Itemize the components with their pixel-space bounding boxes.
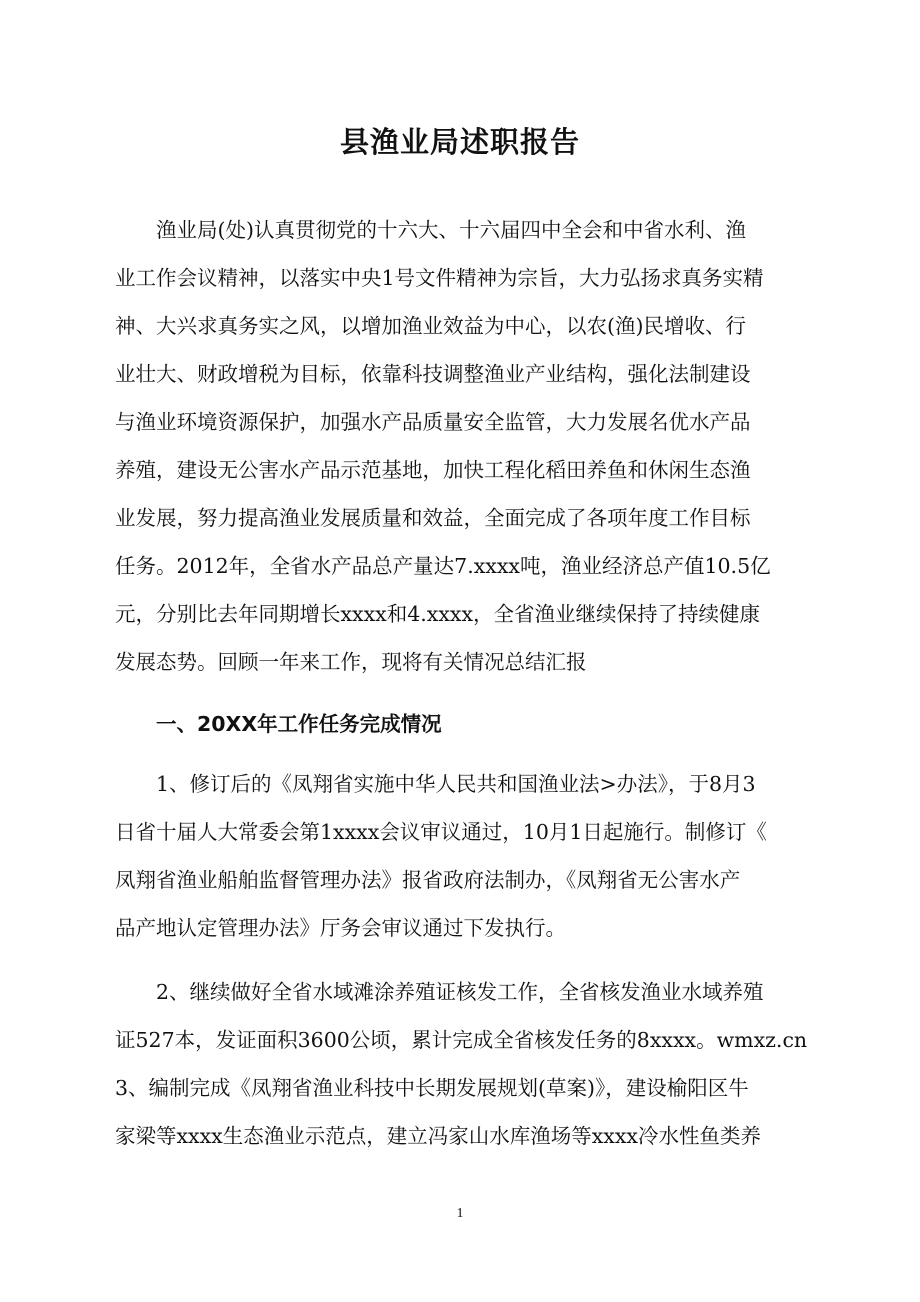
paragraph-line: 3、编制完成《凤翔省渔业科技中长期发展规划(草案)》，建设榆阳区牛 [115, 1076, 749, 1100]
item-2-paragraph [115, 968, 808, 1160]
paragraph-line: 任务。2012年，全省水产品总产量达7.xxxx吨，渔业经济总产值10.5亿 [115, 554, 771, 578]
document-title: 县渔业局述职报告 [339, 125, 580, 159]
paragraph-line: 2、继续做好全省水域滩涂养殖证核发工作，全省核发渔业水域养殖 [156, 980, 764, 1004]
paragraph-line: 凤翔省渔业船舶监督管理办法》报省政府法制办，《凤翔省无公害水产 [115, 868, 741, 892]
paragraph-line: 元，分别比去年同期增长xxxx和4.xxxx，全省渔业继续保持了持续健康 [115, 602, 761, 626]
paragraph-line: 品产地认定管理办法》厅务会审议通过下发执行。 [115, 916, 566, 940]
paragraph-line: 养殖，建设无公害水产品示范基地，加快工程化稻田养鱼和休闲生态渔 [115, 458, 751, 482]
paragraph-line: 发展态势。回顾一年来工作，现将有关情况总结汇报 [115, 650, 587, 674]
paragraph-line: 渔业局(处)认真贯彻党的十六大、十六届四中全会和中省水利、渔 [156, 218, 746, 242]
paragraph-line: 业工作会议精神，以落实中央1号文件精神为宗旨，大力弘扬求真务实精 [115, 266, 764, 290]
paragraph-line: 神、大兴求真务实之风，以增加渔业效益为中心，以农(渔)民增收、行 [115, 314, 746, 338]
paragraph-line: 业发展，努力提高渔业发展质量和效益，全面完成了各项年度工作目标 [115, 506, 751, 530]
paragraph-line: 业壮大、财政增税为目标，依靠科技调整渔业产业结构，强化法制建设 [115, 362, 751, 386]
paragraph-line: 日省十届人大常委会第1xxxx会议审议通过，10月1日起施行。制修订《 [115, 820, 767, 844]
paragraph-line: 家梁等xxxx生态渔业示范点，建立冯家山水库渔场等xxxx冷水性鱼类养 [115, 1124, 761, 1148]
paragraph-line: 1、修订后的《凤翔省实施中华人民共和国渔业法>办法》，于8月3 [156, 772, 756, 796]
section-heading: 一、20XX年工作任务完成情况 [156, 712, 442, 736]
intro-paragraph [115, 206, 799, 686]
paragraph-line: 证527本，发证面积3600公顷，累计完成全省核发任务的8xxxx。wmxz.cn [115, 1028, 808, 1052]
page-number: 1 [456, 1206, 464, 1221]
item-1-paragraph [115, 760, 799, 952]
paragraph-line: 与渔业环境资源保护，加强水产品质量安全监管，大力发展名优水产品 [115, 410, 751, 434]
